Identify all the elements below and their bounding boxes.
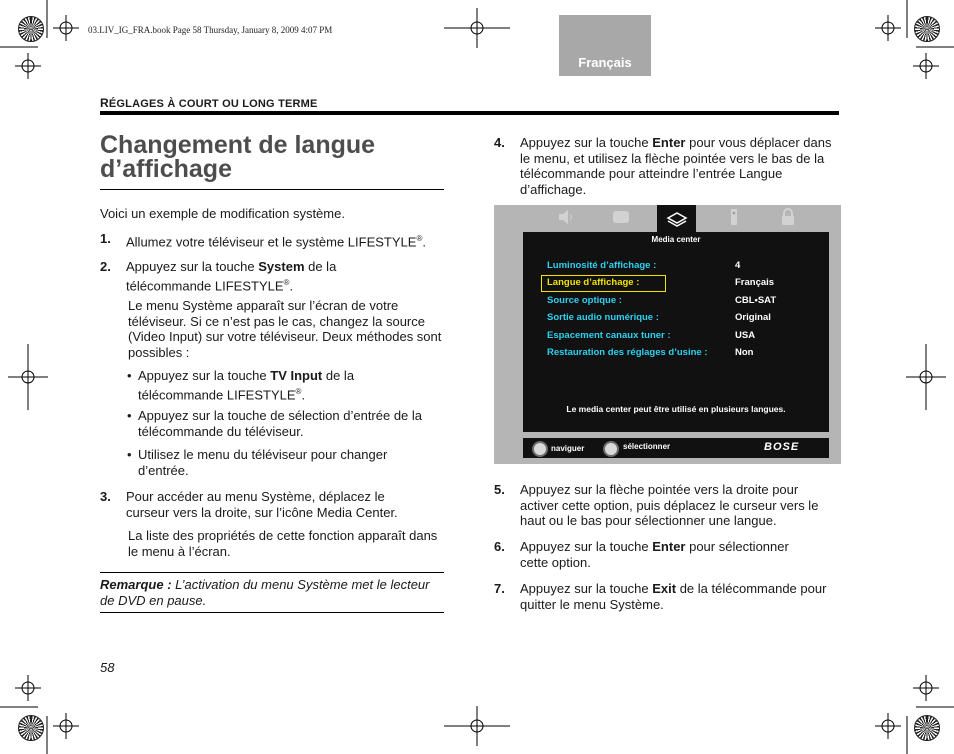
language-tab [559, 15, 651, 76]
step-6-bold: Enter [652, 539, 686, 554]
step-7-post: de la télécommande pour quitter le menu Système. [520, 581, 827, 612]
speaker-icon [555, 206, 577, 228]
step-6-number: 6. [494, 539, 505, 554]
step-7-pre: Appuyez sur la touche [520, 581, 653, 596]
step-2-text [126, 259, 446, 293]
step-2-pre: Appuyez sur la touche [126, 259, 259, 274]
bullet-1-post: de la [322, 368, 355, 383]
page-number: 58 [100, 660, 115, 675]
bullet-1-line2: télécommande LIFESTYLE [138, 386, 296, 402]
step-4-number: 4. [494, 135, 505, 150]
menu-row-label[interactable]: Sortie audio numérique : [547, 312, 659, 323]
step-7-text [520, 581, 830, 612]
section-title-rest: ÉGLAGES À COURT OU LONG TERME [108, 98, 318, 110]
step-6-post: pour sélectionner cette option. [520, 539, 789, 570]
step-5-text: Appuyez sur la flèche pointée vers la droite pour activer cette option, puis déplacez le curseur vers le haut ou le bas pour sélectionner une langue. [520, 482, 819, 528]
note-text: L’activation du menu Système met le lecteur de DVD en pause. [100, 577, 430, 608]
bose-logo: BOSE [764, 441, 800, 453]
menu-row-label[interactable]: Espacement canaux tuner : [547, 330, 671, 341]
dpad-navigate-icon [532, 441, 548, 457]
bullet-2-mark: • [127, 408, 132, 423]
footer-navigate-label: naviguer [551, 444, 585, 453]
media-center-icon [657, 205, 696, 233]
bullet-1-text [138, 368, 444, 402]
bullet-1-mark: • [127, 368, 132, 383]
menu-row-value: Français [735, 277, 775, 288]
language-tab-label: Français [578, 55, 632, 70]
step-6-text [520, 539, 820, 570]
note-label: Remarque : [100, 577, 172, 592]
step-1-body: Allumez votre téléviseur et le système LIFESTYLE [126, 234, 417, 250]
menu-row-value: Non [735, 347, 754, 358]
step-4-post: pour vous déplacer dans le menu, et utilisez la flèche pointée vers le bas de la télécommande pour atteindre l’entrée Langue d’affichage. [520, 135, 832, 197]
footer-select-label: sélectionner [623, 442, 671, 451]
step-3-number: 3. [100, 489, 111, 504]
intro-text: Voici un exemple de modification système. [100, 206, 345, 221]
bullet-1-reg: ® [295, 386, 302, 396]
step-5-number: 5. [494, 482, 505, 497]
bullet-1-bold: TV Input [270, 368, 323, 383]
title-rule [100, 189, 444, 190]
section-rule [100, 111, 839, 115]
step-7-bold: Exit [652, 581, 677, 596]
step-2-line2: télécommande LIFESTYLE [126, 277, 284, 293]
menu-message: Le media center peut être utilisé en plusieurs langues. [566, 404, 786, 414]
page-title-line2: d’affichage [100, 155, 232, 183]
menu-row-value: CBL•SAT [735, 295, 777, 306]
bullet-3-mark: • [127, 447, 132, 462]
page-title [100, 133, 375, 181]
note-rule-bottom [100, 612, 444, 613]
step-1-end: . [422, 234, 426, 250]
step-3-text: Pour accéder au menu Système, déplacez le curseur vers la droite, sur l’icône Media Center. [126, 489, 398, 520]
menu-row-value: 4 [735, 260, 741, 271]
bullet-1-end: . [301, 386, 306, 402]
lock-icon [777, 206, 799, 228]
step-1-number: 1. [100, 231, 111, 246]
bullet-2-text: Appuyez sur la touche de sélection d’entrée de la télécommande du téléviseur. [138, 408, 423, 439]
menu-title: Media center [651, 235, 701, 244]
step-4-text [520, 135, 832, 197]
bullet-1-pre: Appuyez sur la touche [138, 368, 271, 383]
step-2-end: . [289, 277, 294, 293]
step-2-post: de la [304, 259, 337, 274]
page-title-line1: Changement de langue [100, 131, 376, 159]
step-2-paragraph: Le menu Système apparaît sur l’écran de votre téléviseur. Si ce n’est pas le cas, changez la source (Video Input) sur votre téléviseur. Deux méthodes sont possibles : [128, 298, 442, 360]
book-file-header: 03.LIV_IG_FRA.book Page 58 Thursday, January 8, 2009 4:07 PM [88, 25, 333, 35]
menu-row-label[interactable]: Luminosité d’affichage : [547, 260, 657, 271]
dpad-select-icon [603, 441, 619, 457]
tv-icon [610, 206, 632, 228]
menu-row-label[interactable]: Restauration des réglages d’usine : [547, 347, 708, 358]
menu-row-label-selected[interactable]: Langue d’affichage : [547, 277, 640, 288]
note-rule-top [100, 572, 444, 573]
step-2-bold: System [258, 259, 305, 274]
menu-row-value: USA [735, 330, 756, 341]
bullet-3-text: Utilisez le menu du téléviseur pour changer d’entrée. [138, 447, 388, 478]
menu-row-value: Original [735, 312, 771, 323]
remote-icon [723, 206, 745, 228]
step-4-pre: Appuyez sur la touche [520, 135, 653, 150]
step-4-bold: Enter [652, 135, 686, 150]
menu-row-label[interactable]: Source optique : [547, 295, 622, 306]
section-title-lead: R [100, 96, 109, 110]
step-1-reg: ® [416, 234, 423, 243]
step-7-number: 7. [494, 581, 505, 596]
step-2-reg: ® [283, 277, 290, 287]
section-title [100, 96, 318, 110]
step-3-paragraph: La liste des propriétés de cette fonction apparaît dans le menu à l’écran. [128, 528, 438, 559]
note [100, 577, 444, 608]
step-2-number: 2. [100, 259, 111, 274]
step-1-text [126, 231, 446, 250]
step-6-pre: Appuyez sur la touche [520, 539, 653, 554]
